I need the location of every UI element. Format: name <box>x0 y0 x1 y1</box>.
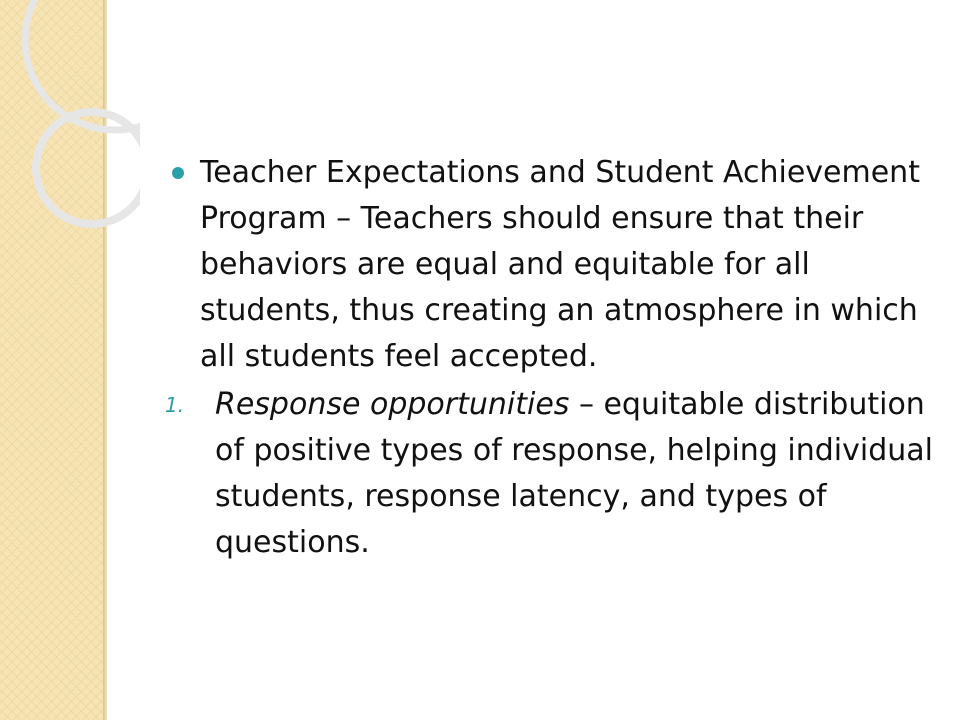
decorative-rings <box>0 0 140 260</box>
bullet-item <box>160 150 950 380</box>
item-term: Response opportunities <box>215 387 570 422</box>
numbered-item <box>160 382 950 566</box>
bullet-icon <box>172 167 184 179</box>
item-text: – equitable distribution of positive types of response, helping individual students, response latency, and types of questions. <box>215 387 933 560</box>
slide-content <box>160 150 950 566</box>
bullet-text: Teacher Expectations and Student Achievement Program – Teachers should ensure that their behaviors are equal and equitable for all students, thus creating an atmosphere in which all students feel accepted. <box>200 155 920 374</box>
item-number: 1. <box>165 393 185 417</box>
